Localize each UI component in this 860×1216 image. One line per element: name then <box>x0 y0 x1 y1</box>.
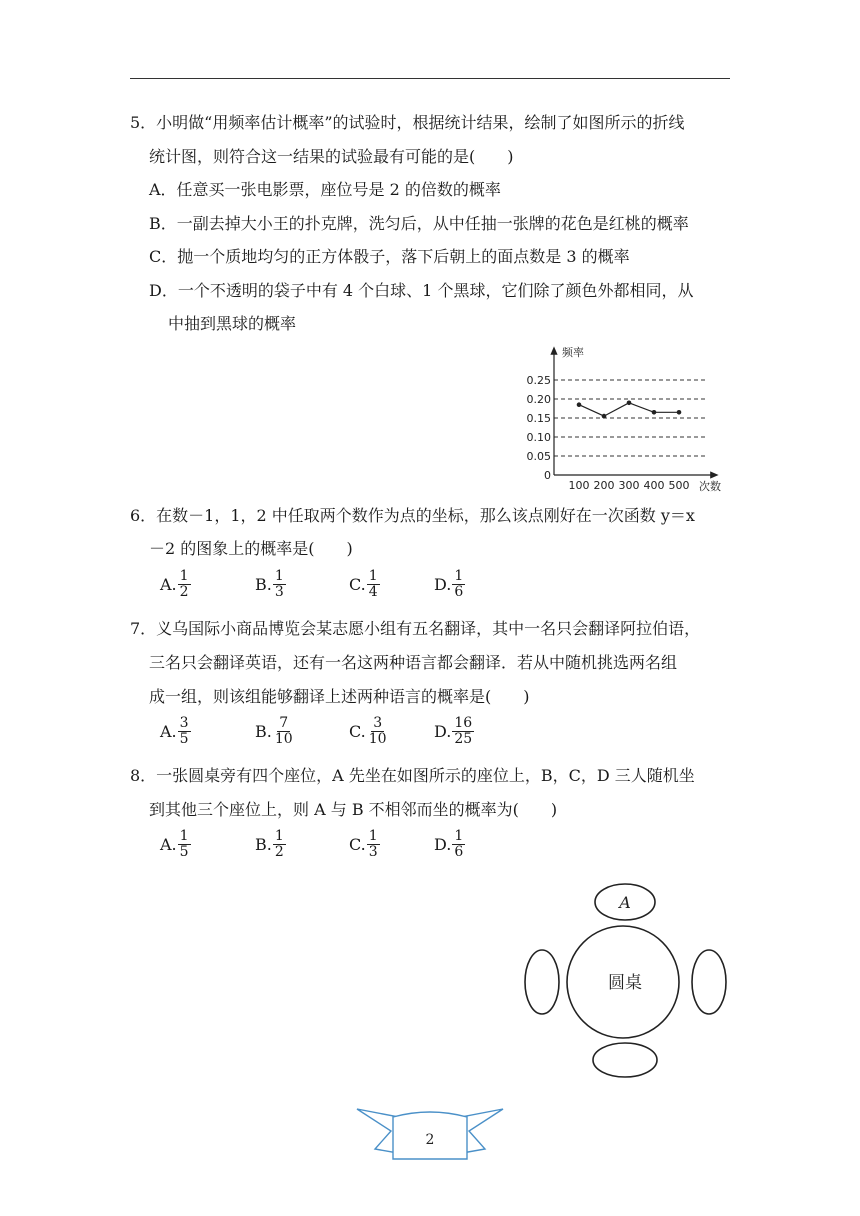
q8-text-line2: 到其他三个座位上，则 A 与 B 不相邻而坐的概率为( ) <box>149 800 558 819</box>
numerator: 3 <box>373 715 383 731</box>
denominator: 25 <box>454 731 473 747</box>
fraction <box>452 829 465 860</box>
q8-option-a <box>160 829 191 860</box>
option-letter: A. <box>160 575 177 594</box>
y-tick-label: 0.10 <box>526 431 551 444</box>
page-number-ribbon <box>355 1103 505 1165</box>
y-tick-label: 0 <box>544 469 551 482</box>
q5-option-c: C．抛一个质地均匀的正方体骰子，落下后朝上的面点数是 3 的概率 <box>149 247 630 266</box>
q7-option-c <box>349 716 389 747</box>
fraction <box>273 569 286 600</box>
fraction <box>273 716 295 747</box>
x-tick-label: 200 <box>593 479 615 492</box>
y-axis-label: 频率 <box>562 346 584 359</box>
numerator: 3 <box>179 715 189 731</box>
q5-option-d-line1: D．一个不透明的袋子中有 4 个白球、1 个黑球，它们除了颜色外都相同，从 <box>149 281 694 300</box>
option-letter: B. <box>255 835 272 854</box>
numerator: 1 <box>454 828 464 844</box>
numerator: 7 <box>279 715 289 731</box>
fraction <box>452 716 474 747</box>
fraction <box>178 716 191 747</box>
seat-a-label: A <box>619 893 631 912</box>
q6-option-a <box>160 569 191 600</box>
option-letter: C. <box>349 722 366 741</box>
q6-option-c <box>349 569 380 600</box>
q5-option-b: B．一副去掉大小王的扑克牌，洗匀后，从中任抽一张牌的花色是红桃的概率 <box>149 214 689 233</box>
numerator: 1 <box>368 568 378 584</box>
numerator: 1 <box>368 828 378 844</box>
q6-text-line1: 6．在数－1，1，2 中任取两个数作为点的坐标，那么该点刚好在一次函数 y＝x <box>130 506 695 525</box>
x-tick-label: 400 <box>643 479 665 492</box>
data-point <box>602 414 607 419</box>
denominator: 6 <box>454 584 464 600</box>
page-number: 2 <box>425 1132 435 1148</box>
numerator: 1 <box>274 828 284 844</box>
denominator: 3 <box>274 584 284 600</box>
fraction <box>273 829 286 860</box>
seat-right <box>692 950 726 1014</box>
round-table-diagram <box>515 876 735 1082</box>
y-tick-label: 0.05 <box>526 450 551 463</box>
q5-text-line1: 5．小明做“用频率估计概率”的试验时，根据统计结果，绘制了如图所示的折线 <box>130 113 685 132</box>
denominator: 5 <box>179 731 189 747</box>
denominator: 2 <box>274 844 284 860</box>
q7-text-line2: 三名只会翻译英语，还有一名这两种语言都会翻译．若从中随机挑选两名组 <box>149 653 678 672</box>
denominator: 5 <box>179 844 189 860</box>
q5-option-d-line2: 中抽到黑球的概率 <box>168 314 297 333</box>
denominator: 10 <box>274 731 293 747</box>
option-letter: B. <box>255 722 272 741</box>
x-tick-label: 300 <box>618 479 640 492</box>
table-label: 圆桌 <box>608 973 642 993</box>
fraction <box>367 716 389 747</box>
y-tick-label: 0.20 <box>526 393 551 406</box>
q6-text-line2: －2 的图象上的概率是( ) <box>149 539 353 558</box>
seat-left <box>525 950 559 1014</box>
frequency-line-chart <box>515 338 730 496</box>
fraction <box>452 569 465 600</box>
denominator: 10 <box>368 731 387 747</box>
fraction <box>367 569 380 600</box>
q7-text-line1: 7．义乌国际小商品博览会某志愿小组有五名翻译，其中一名只会翻译阿拉伯语， <box>130 619 701 638</box>
option-letter: C. <box>349 575 366 594</box>
fraction <box>178 569 191 600</box>
numerator: 1 <box>179 828 189 844</box>
seat-bottom <box>593 1043 657 1077</box>
q8-option-d <box>434 829 465 860</box>
data-point <box>652 410 657 415</box>
x-tick-label: 500 <box>668 479 690 492</box>
q8-text-line1: 8．一张圆桌旁有四个座位，A 先坐在如图所示的座位上，B，C，D 三人随机坐 <box>130 766 695 785</box>
x-axis-label: 次数 <box>699 480 721 493</box>
q6-option-b <box>255 569 286 600</box>
option-letter: A. <box>160 722 177 741</box>
y-tick-label: 0.25 <box>526 374 551 387</box>
option-letter: D. <box>434 835 452 854</box>
y-tick-label: 0.15 <box>526 412 551 425</box>
numerator: 1 <box>274 568 284 584</box>
q5-text-line2: 统计图，则符合这一结果的试验最有可能的是( ) <box>149 147 514 166</box>
numerator: 16 <box>454 715 473 731</box>
option-letter: B. <box>255 575 272 594</box>
denominator: 6 <box>454 844 464 860</box>
fraction <box>367 829 380 860</box>
fraction <box>178 829 191 860</box>
q7-option-b <box>255 716 295 747</box>
option-letter: A. <box>160 835 177 854</box>
q8-option-c <box>349 829 380 860</box>
option-letter: D. <box>434 575 452 594</box>
x-tick-label: 100 <box>568 479 590 492</box>
q7-option-a <box>160 716 191 747</box>
data-point <box>677 410 682 415</box>
q8-option-b <box>255 829 286 860</box>
data-point <box>627 401 632 406</box>
denominator: 4 <box>368 584 378 600</box>
q5-option-a: A．任意买一张电影票，座位号是 2 的倍数的概率 <box>149 180 501 199</box>
denominator: 3 <box>368 844 378 860</box>
numerator: 1 <box>454 568 464 584</box>
denominator: 2 <box>179 584 189 600</box>
q6-option-d <box>434 569 465 600</box>
option-letter: C. <box>349 835 366 854</box>
data-point <box>577 402 582 407</box>
header-rule <box>130 78 730 79</box>
option-letter: D. <box>434 722 452 741</box>
q7-text-line3: 成一组，则该组能够翻译上述两种语言的概率是( ) <box>149 687 530 706</box>
numerator: 1 <box>179 568 189 584</box>
q7-option-d <box>434 716 474 747</box>
